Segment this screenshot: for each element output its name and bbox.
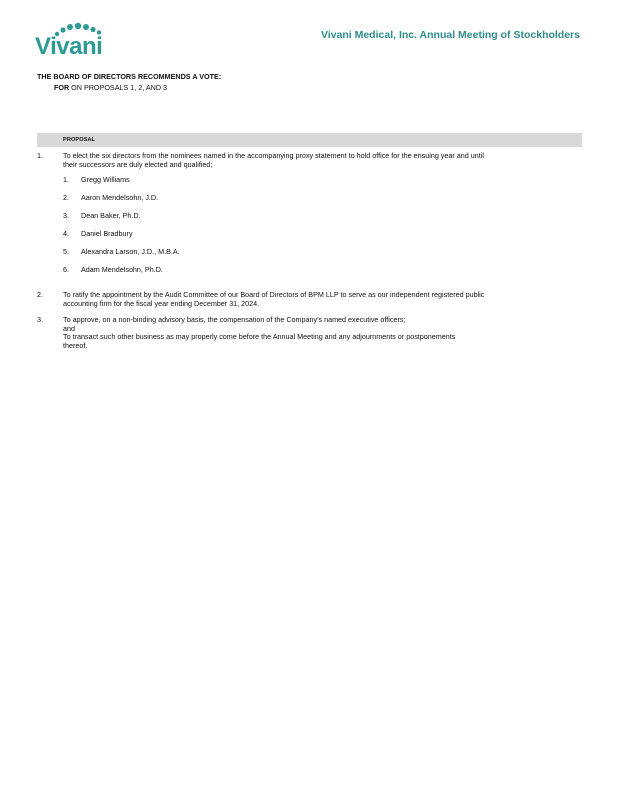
page-title: Vivani Medical, Inc. Annual Meeting of Stockholders [320, 29, 580, 41]
proposal-text-line: To elect the six directors from the nominees named in the accompanying proxy statement to hold office for the ensuing year and until [63, 151, 484, 160]
nominee-name: Adam Mendelsohn, Ph.D. [81, 265, 163, 274]
proposal-text [63, 152, 563, 169]
recommendation-vote-line [37, 82, 221, 93]
proposal-text [63, 291, 563, 308]
board-recommendation [37, 71, 221, 93]
proposal-header-bar [37, 133, 582, 147]
proposal-number: 2. [37, 290, 43, 299]
nominee-number: 5. [63, 247, 69, 256]
nominee-number: 4. [63, 229, 69, 238]
nominee-name: Gregg Williams [81, 175, 130, 184]
vote-word: FOR [54, 83, 70, 92]
proposal-text-line: To approve, on a non-binding advisory basis, the compensation of the Company's named executive officers; [63, 315, 406, 324]
company-logo [35, 22, 111, 60]
nominee-name: Aaron Mendelsohn, J.D. [81, 193, 159, 202]
proposal-text-line: accounting firm for the fiscal year ending December 31, 2024. [63, 298, 260, 308]
proposal-text-line: thereof. [63, 340, 88, 350]
proposal-text-line: and [63, 323, 75, 333]
nominee-name: Daniel Bradbury [81, 229, 133, 238]
proposal-number: 3. [37, 315, 43, 324]
vote-proposals: ON PROPOSALS 1, 2, AND 3 [69, 83, 168, 92]
nominee-number: 2. [63, 193, 69, 202]
proposal-text-line: their successors are duly elected and qualified; [63, 159, 213, 169]
nominee-number: 6. [63, 265, 69, 274]
logo-wordmark: Vivani [35, 33, 103, 60]
proposal-number: 1. [37, 151, 43, 160]
proposal-text-line: To ratify the appointment by the Audit Committee of our Board of Directors of BPM LLP to serve as our independent registered public [63, 290, 485, 299]
proposal-header-label: PROPOSAL [63, 137, 96, 143]
nominee-name: Alexandra Larson, J.D., M.B.A. [81, 247, 180, 256]
proposal-text-line: To transact such other business as may properly come before the Annual Meeting and any adjournments or postponements [63, 332, 456, 342]
proposal-text [63, 316, 563, 350]
nominee-number: 3. [63, 211, 69, 220]
nominee-name: Dean Baker, Ph.D. [81, 211, 141, 220]
recommendation-heading: THE BOARD OF DIRECTORS RECOMMENDS A VOTE: [37, 72, 222, 81]
nominee-number: 1. [63, 175, 69, 184]
